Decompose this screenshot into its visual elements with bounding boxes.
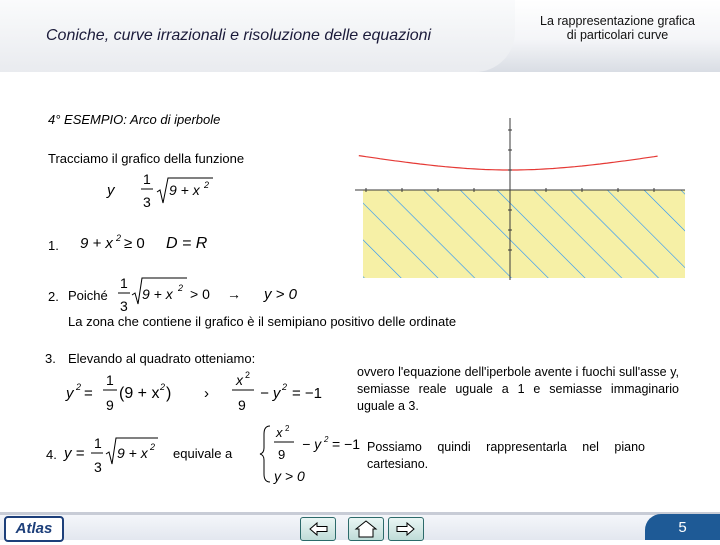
svg-text:1: 1 xyxy=(120,275,128,291)
svg-text:y =: y = xyxy=(64,445,85,462)
svg-text:D = R: D = R xyxy=(166,235,208,252)
svg-text:y > 0: y > 0 xyxy=(264,286,297,303)
svg-text:x: x xyxy=(276,425,283,440)
svg-text:3: 3 xyxy=(143,194,151,210)
svg-text:2: 2 xyxy=(245,370,251,380)
step-4-number: 4. xyxy=(46,447,57,462)
svg-text:2: 2 xyxy=(160,382,166,392)
step-3-text: Elevando al quadrato otteniamo: xyxy=(68,351,256,366)
svg-text:2: 2 xyxy=(150,442,156,452)
svg-text:9: 9 xyxy=(106,397,114,413)
svg-text:= −1: = −1 xyxy=(332,436,361,452)
svg-text:≥ 0: ≥ 0 xyxy=(124,235,145,252)
svg-text:2: 2 xyxy=(76,382,82,392)
svg-text:− y: − y xyxy=(260,385,281,402)
svg-text:y: y xyxy=(107,182,115,199)
header-band xyxy=(0,0,720,72)
svg-text:→: → xyxy=(227,286,241,302)
svg-text:2: 2 xyxy=(116,233,122,243)
next-slide-button[interactable] xyxy=(388,517,424,541)
svg-text:> 0: > 0 xyxy=(190,286,210,302)
example-title: 4° ESEMPIO: Arco di iperbole xyxy=(48,112,221,127)
function-formula xyxy=(105,170,225,212)
svg-text:9 + x: 9 + x xyxy=(142,286,173,302)
svg-text:2: 2 xyxy=(178,283,184,293)
arrow-right-icon xyxy=(389,518,423,540)
step-4-formula xyxy=(62,432,162,476)
svg-text:− y: − y xyxy=(302,436,322,452)
svg-text:9 + x: 9 + x xyxy=(80,235,113,252)
step-3-formulas xyxy=(64,368,334,416)
step-2-number: 2. xyxy=(48,289,59,304)
header-title-panel xyxy=(0,0,515,72)
presentation-title: Coniche, curve irrazionali e risoluzione delle equazioni xyxy=(46,27,432,44)
intro-text: Tracciamo il grafico della funzione xyxy=(48,151,245,166)
step-1-formula xyxy=(78,230,228,254)
svg-text:2: 2 xyxy=(324,435,329,444)
svg-text:= −1: = −1 xyxy=(292,385,323,402)
svg-text:3: 3 xyxy=(120,298,128,314)
section-title xyxy=(515,14,720,42)
step-4-equivalence-label: equivale a xyxy=(173,446,233,461)
svg-text:=: = xyxy=(84,385,93,402)
step-4-system xyxy=(258,422,368,486)
svg-text:y > 0: y > 0 xyxy=(274,468,305,484)
section-title-line-1: La rappresentazione grafica xyxy=(540,14,695,28)
hyperbola-arc xyxy=(359,156,658,170)
svg-text:2: 2 xyxy=(282,382,288,392)
svg-text:›: › xyxy=(204,385,209,402)
step-2-label: Poiché xyxy=(68,288,108,303)
svg-text:y: y xyxy=(66,385,74,402)
step-2-note: La zona che contiene il grafico è il semipiano positivo delle ordinate xyxy=(68,314,457,329)
step-3-number: 3. xyxy=(45,351,56,366)
atlas-logo: Atlas xyxy=(4,516,64,542)
positive-half-plane xyxy=(363,190,685,278)
step-4-note: Possiamo quindi rappresentarla nel piano cartesiano. xyxy=(367,440,645,471)
arrow-left-icon xyxy=(301,518,335,540)
page-number: 5 xyxy=(645,514,720,540)
step-2-formula xyxy=(112,273,312,315)
hyperbola-graph xyxy=(345,112,690,280)
home-icon xyxy=(349,518,383,540)
svg-text:1: 1 xyxy=(94,435,102,451)
home-button[interactable] xyxy=(348,517,384,541)
svg-text:2: 2 xyxy=(285,424,290,433)
svg-text:9 + x: 9 + x xyxy=(169,182,200,198)
svg-text:): ) xyxy=(166,385,172,402)
svg-text:3: 3 xyxy=(94,459,102,475)
step-1-number: 1. xyxy=(48,238,59,253)
svg-text:9 + x: 9 + x xyxy=(117,445,148,461)
svg-text:x: x xyxy=(236,372,243,388)
previous-slide-button[interactable] xyxy=(300,517,336,541)
svg-text:(9 + x: (9 + x xyxy=(119,385,160,402)
section-title-line-2: di particolari curve xyxy=(566,28,669,42)
svg-text:1: 1 xyxy=(106,372,114,388)
step-3-note: ovvero l'equazione dell'iperbole avente i fuochi sull'asse y, semiasse reale uguale a 1 e semiasse immaginario uguale a 3. xyxy=(357,365,679,413)
svg-text:9: 9 xyxy=(238,397,246,413)
svg-text:9: 9 xyxy=(278,447,286,462)
svg-text:1: 1 xyxy=(143,171,151,187)
svg-text:2: 2 xyxy=(204,180,210,190)
